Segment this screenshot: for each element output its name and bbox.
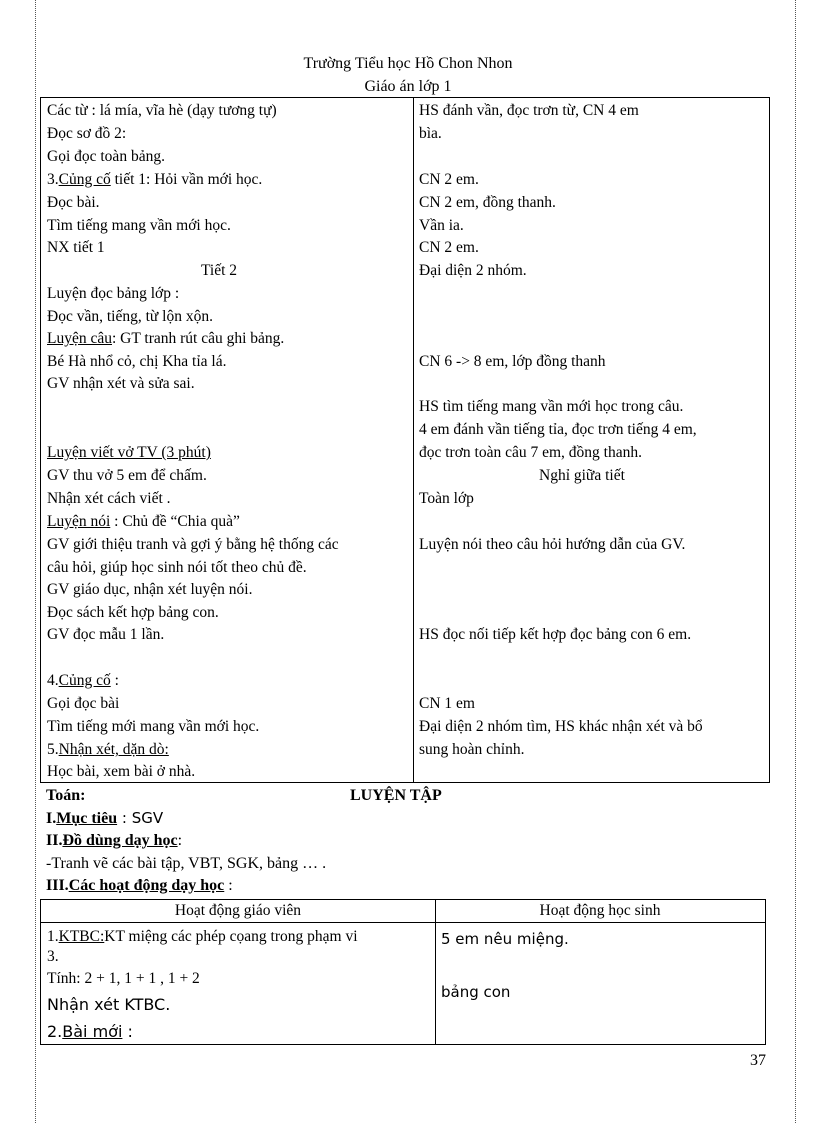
- left-line: Bé Hà nhổ cỏ, chị Kha tỉa lá.: [47, 353, 227, 370]
- left-line: Đọc bài.: [47, 194, 100, 211]
- right-line: CN 6 -> 8 em, lớp đồng thanh: [419, 353, 606, 370]
- teacher-line: [47, 1023, 133, 1041]
- right-line: Vần ia.: [419, 217, 464, 234]
- teacher-line: Tính: 2 + 1, 1 + 1 , 1 + 2: [47, 970, 200, 987]
- left-margin-line: [35, 0, 36, 1123]
- left-line: Đọc sơ đồ 2:: [47, 125, 127, 142]
- student-column-header: Hoạt động học sinh: [539, 902, 661, 919]
- school-name: Trường Tiểu học Hồ Chon Nhon: [303, 55, 513, 72]
- left-line: [47, 513, 240, 531]
- right-line: Toàn lớp: [419, 490, 474, 507]
- teacher-line-num: 1.: [47, 928, 59, 945]
- right-line: 4 em đánh vần tiếng tỉa, đọc trơn tiếng 4 em,: [419, 421, 697, 438]
- student-line: bảng con: [441, 983, 511, 1001]
- activities-heading: Các hoạt động dạy học: [68, 877, 225, 894]
- right-line: Luyện nói theo câu hỏi hướng dẫn của GV.: [419, 536, 686, 553]
- underlined-heading: Luyện viết vở TV (3 phút): [47, 444, 211, 461]
- right-line: HS tìm tiếng mang vần mới học trong câu.: [419, 398, 684, 415]
- right-line: bìa.: [419, 125, 442, 142]
- teacher-line-num: 2.: [47, 1022, 63, 1041]
- teacher-line: [47, 928, 358, 946]
- underlined-heading: Nhận xét, dặn dò:: [58, 741, 169, 758]
- teacher-line-rest: KT miệng các phép cọang trong phạm vi: [104, 928, 358, 945]
- left-line: Luyện đọc bảng lớp :: [47, 285, 180, 302]
- underlined-heading: Củng cố: [58, 171, 111, 188]
- page-subtitle: Giáo án lớp 1: [364, 78, 452, 95]
- left-line: Tìm tiếng mang vần mới học.: [47, 217, 231, 234]
- left-line: Đọc sách kết hợp bảng con.: [47, 604, 219, 621]
- ktbc-label: KTBC:: [58, 928, 105, 945]
- materials-colon: :: [177, 832, 183, 849]
- underlined-heading: Luyện câu: [47, 330, 112, 347]
- left-line: NX tiết 1: [47, 239, 105, 256]
- underlined-heading: Luyện nói: [47, 513, 111, 530]
- objective-line: [46, 809, 163, 828]
- left-line: GV giới thiệu tranh và gợi ý bằng hệ thống các: [47, 536, 339, 553]
- left-line: Tìm tiếng mới mang vần mới học.: [47, 718, 260, 735]
- activities-line: [46, 877, 233, 895]
- activities-table: [40, 899, 766, 1045]
- period-heading: Tiết 2: [201, 262, 238, 279]
- right-line: Đại diện 2 nhóm tìm, HS khác nhận xét và bổ: [419, 718, 703, 735]
- right-line: CN 2 em, đồng thanh.: [419, 194, 556, 211]
- left-line-rest: : Chủ đề “Chia quà”: [114, 513, 240, 530]
- left-line: Gọi đọc bài: [47, 695, 120, 712]
- materials-value: -Tranh vẽ các bài tập, VBT, SGK, bảng … .: [46, 855, 327, 872]
- lesson-table-1: [40, 97, 770, 783]
- left-line: GV nhận xét và sửa sai.: [47, 375, 195, 392]
- right-line: Đại diện 2 nhóm.: [419, 262, 527, 279]
- right-line: đọc trơn toàn câu 7 em, đồng thanh.: [419, 444, 642, 461]
- left-line-num: 3.: [47, 171, 59, 188]
- left-line: GV thu vở 5 em để chấm.: [47, 467, 207, 484]
- materials-line: [46, 832, 182, 850]
- column-divider: [413, 98, 414, 782]
- teacher-column-header: Hoạt động giáo viên: [174, 902, 302, 919]
- teacher-line: 3.: [47, 948, 59, 965]
- left-line: [47, 672, 119, 690]
- teacher-line: Nhận xét KTBC.: [47, 995, 171, 1014]
- right-line: sung hoàn chỉnh.: [419, 741, 525, 758]
- activities-num: III.: [46, 877, 69, 894]
- left-line: GV giáo dục, nhận xét luyện nói.: [47, 581, 253, 598]
- lesson-title: LUYỆN TẬP: [350, 787, 442, 804]
- header-row-line: [41, 922, 765, 923]
- left-line: Đọc vần, tiếng, từ lộn xộn.: [47, 308, 213, 325]
- right-line: HS đánh vần, đọc trơn từ, CN 4 em: [419, 102, 639, 119]
- left-line: Các từ : lá mía, vĩa hè (dạy tương tự): [47, 102, 277, 119]
- left-line: [47, 330, 284, 348]
- activities-colon: :: [224, 877, 233, 894]
- left-line: [47, 171, 262, 189]
- materials-heading: Đồ dùng dạy học: [62, 832, 178, 849]
- subject-label: Toán:: [46, 787, 86, 804]
- left-line: Học bài, xem bài ở nhà.: [47, 763, 196, 780]
- right-line: CN 1 em: [419, 695, 475, 712]
- left-line-rest: tiết 1: Hỏi vần mới học.: [114, 171, 263, 188]
- right-margin-line: [795, 0, 796, 1123]
- left-line: [47, 444, 211, 462]
- right-line: HS đọc nối tiếp kết hợp đọc bảng con 6 em.: [419, 626, 692, 643]
- left-line: câu hỏi, giúp học sinh nói tốt theo chủ đề.: [47, 559, 307, 576]
- new-lesson-label: Bài mới: [62, 1022, 123, 1041]
- student-line: 5 em nêu miệng.: [441, 930, 569, 948]
- break-heading: Nghỉ giữa tiết: [539, 467, 625, 484]
- objective-heading: Mục tiêu: [56, 810, 118, 827]
- left-line: Gọi đọc toàn bảng.: [47, 148, 165, 165]
- left-line: [47, 741, 169, 759]
- underlined-heading: Củng cố: [58, 672, 111, 689]
- left-line: Nhận xét cách viết .: [47, 490, 171, 507]
- left-line-rest: : GT tranh rút câu ghi bảng.: [111, 330, 285, 347]
- materials-num: II.: [46, 832, 63, 849]
- left-line: GV đọc mẫu 1 lần.: [47, 626, 165, 643]
- page-number: 37: [750, 1052, 766, 1069]
- right-line: CN 2 em.: [419, 171, 479, 188]
- left-line-num: 4.: [47, 672, 59, 689]
- objective-num: I.: [46, 810, 57, 827]
- left-line-rest: :: [114, 672, 119, 689]
- right-line: CN 2 em.: [419, 239, 479, 256]
- teacher-line-rest: :: [122, 1022, 133, 1041]
- left-line-num: 5.: [47, 741, 59, 758]
- objective-value: : SGV: [117, 809, 164, 827]
